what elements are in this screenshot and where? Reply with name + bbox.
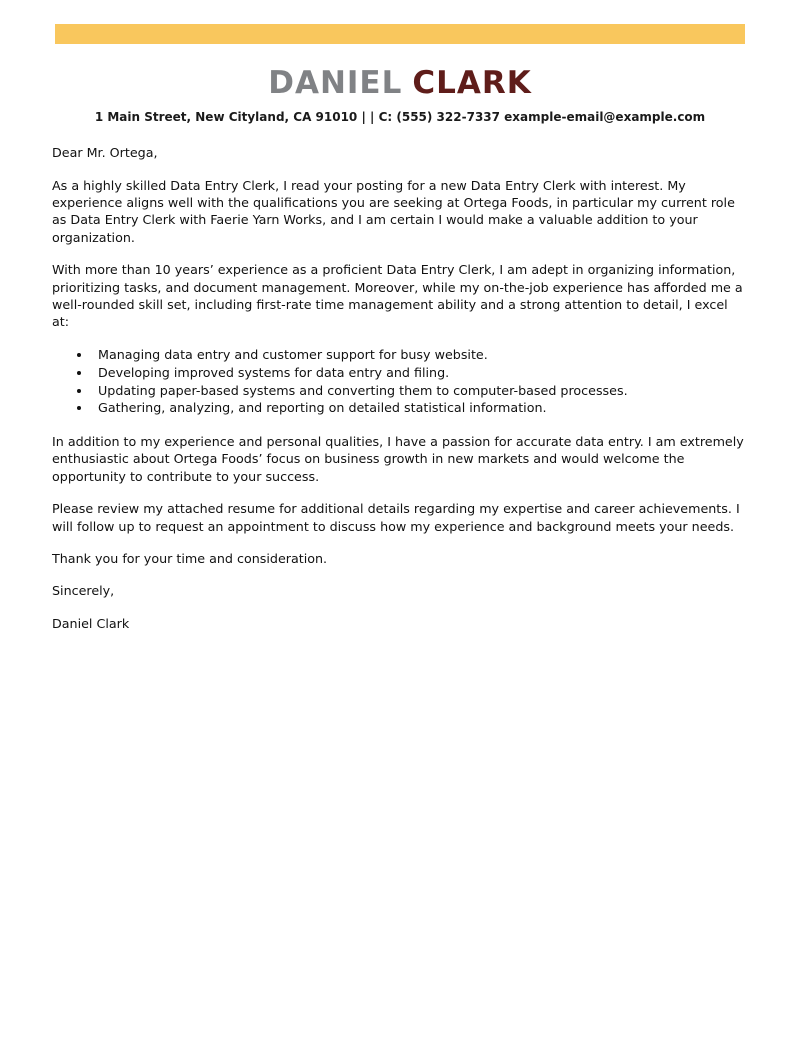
bullet-item: • Gathering, analyzing, and reporting on detailed statistical information. [92,399,748,416]
paragraph-passion: In addition to my experience and personal qualities, I have a passion for accurate data entry. I am extremely enthusiastic about Ortega Foods’ focus on business growth in new markets and would welcome the opportunity to contribute to your success. [52,433,744,484]
paragraph-experience: With more than 10 years’ experience as a proficient Data Entry Clerk, I am adept in organizing information, prioritizing tasks, and document management. Moreover, while my on-the-job experience has afforded me a well-rounded skill set, including first-rate time management ability and a strong attention to detail, I excel at: [52,262,743,330]
cover-letter-page [0,24,800,1059]
skills-bullet-list [52,346,748,417]
accent-bar [55,24,745,44]
contact-info-line: 1 Main Street, New Cityland, CA 91010 | | C: (555) 322-7337 example-email@example.com [94,110,706,125]
signature-name: Daniel Clark [52,615,130,631]
last-name-text: CLARK [412,65,532,101]
bullet-item: • Updating paper-based systems and converting them to computer-based processes. [92,382,748,399]
salutation: Dear Mr. Ortega, [52,145,158,161]
signoff: Sincerely, [52,583,115,599]
paragraph-resume: Please review my attached resume for additional details regarding my expertise and career achievements. I will follow up to request an appointment to discuss how my experience and background meets your needs. [52,501,740,534]
paragraph-intro: As a highly skilled Data Entry Clerk, I read your posting for a new Data Entry Clerk with interest. My experience aligns well with the qualifications you are seeking at Ortega Foods, in particular my current role as Data Entry Clerk with Faerie Yarn Works, and I am certain I would make a valuable addition to your organization. [52,177,735,245]
page-title [0,66,800,100]
bullet-item: • Managing data entry and customer support for busy website. [92,346,748,363]
first-name-text: DANIEL [268,65,403,101]
thanks-line: Thank you for your time and consideration. [52,550,328,566]
bullet-item: • Developing improved systems for data entry and filing. [92,364,748,381]
letter-body [52,144,748,632]
